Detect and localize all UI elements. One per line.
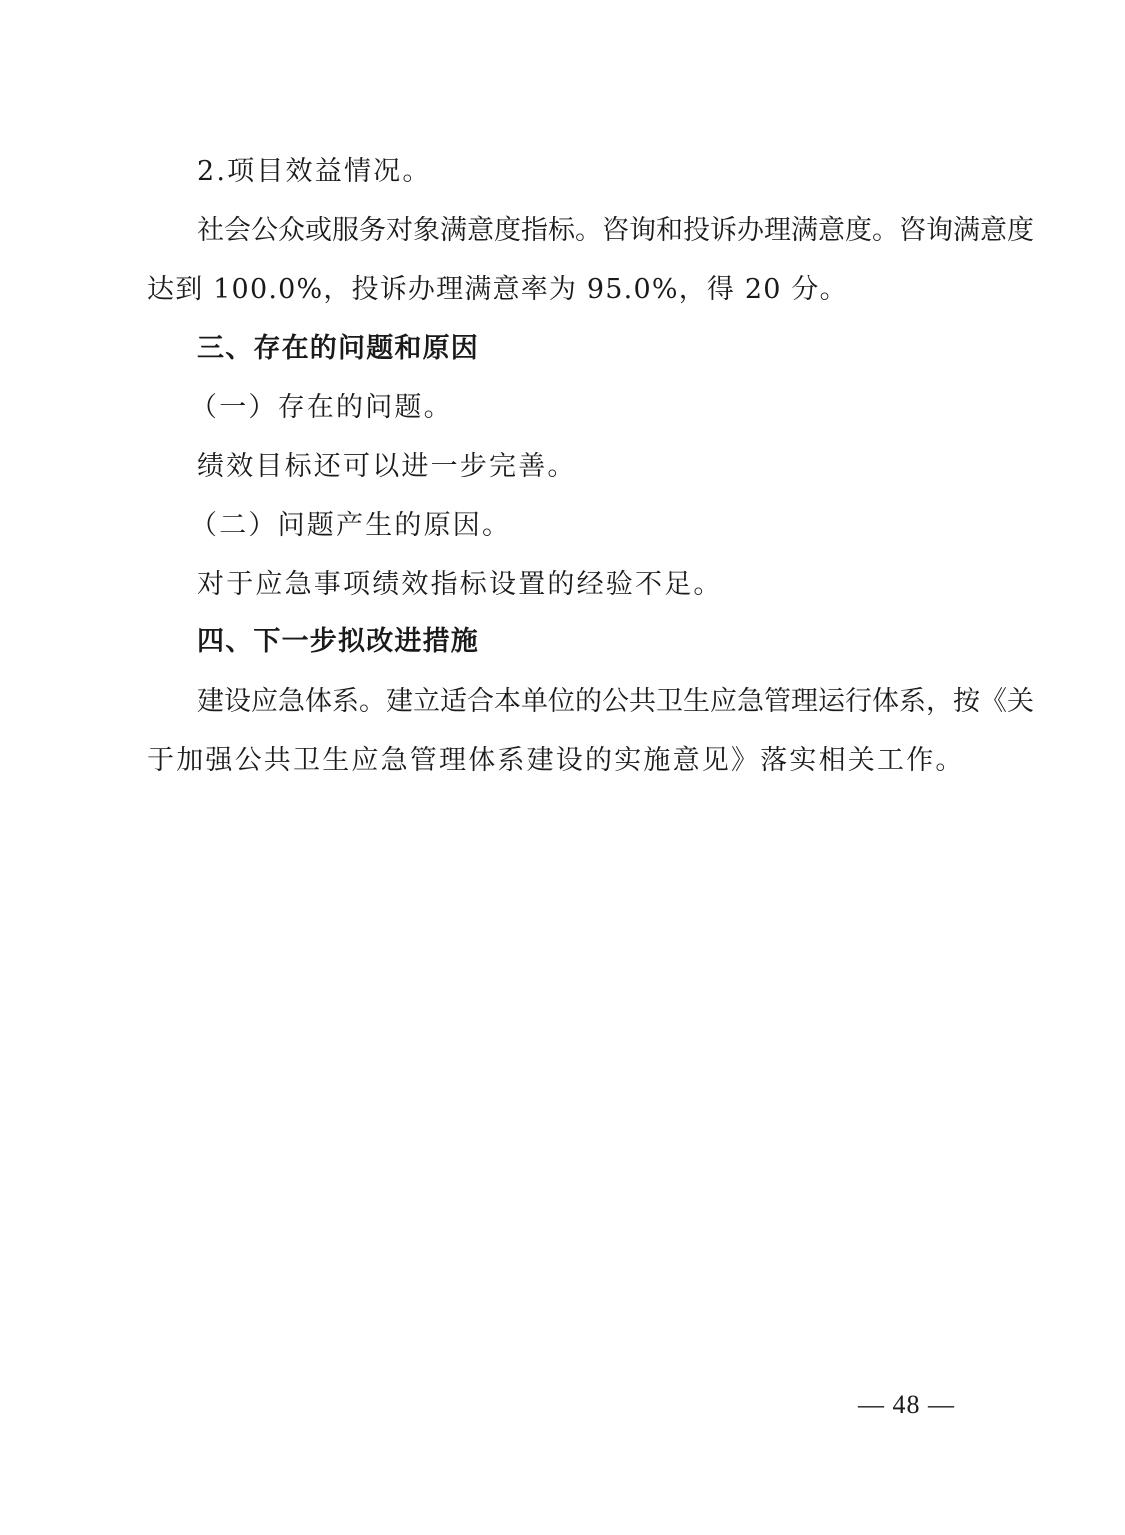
cause-description: 对于应急事项绩效指标设置的经验不足。 xyxy=(197,569,723,600)
section-heading-improvement-measures: 四、下一步拟改进措施 xyxy=(197,626,479,657)
satisfaction-paragraph-line-2: 达到 100.0%，投诉办理满意率为 95.0%，得 20 分。 xyxy=(147,274,848,305)
subheading-problem-causes: （二）问题产生的原因。 xyxy=(190,510,512,541)
problem-description: 绩效目标还可以进一步完善。 xyxy=(197,451,577,482)
measures-paragraph-line-2: 于加强公共卫生应急管理体系建设的实施意见》落实相关工作。 xyxy=(147,745,965,776)
subsection-title-project-benefits: 2.项目效益情况。 xyxy=(197,156,432,187)
section-heading-problems-and-reasons: 三、存在的问题和原因 xyxy=(197,333,479,364)
subheading-existing-problems: （一）存在的问题。 xyxy=(190,392,453,423)
measures-paragraph-line-1: 建设应急体系。建立适合本单位的公共卫生应急管理运行体系，按《关 xyxy=(197,686,1034,717)
page-number: — 48 — xyxy=(858,1390,955,1419)
satisfaction-paragraph-line-1: 社会公众或服务对象满意度指标。咨询和投诉办理满意度。咨询满意度 xyxy=(197,215,1034,246)
